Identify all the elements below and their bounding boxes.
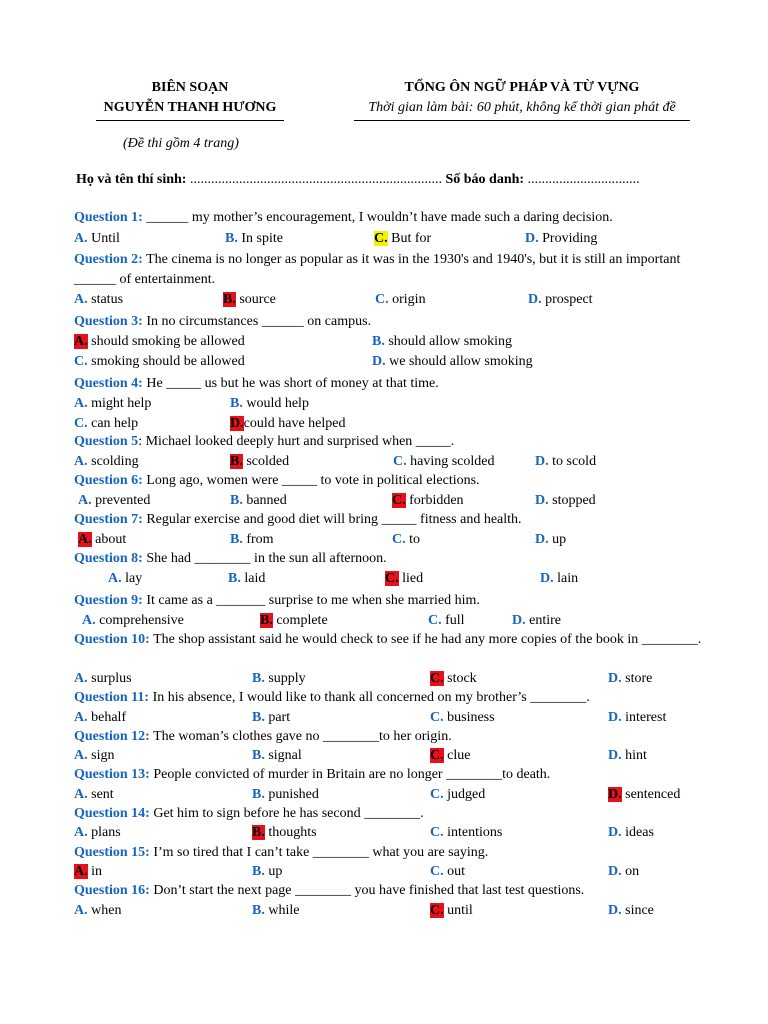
question-7 bbox=[74, 510, 704, 530]
option-d[interactable]: D. sentenced bbox=[608, 787, 681, 802]
question-label: Question 13: bbox=[74, 767, 150, 782]
question-text: : Michael looked deeply hurt and surprised when _____. bbox=[138, 434, 455, 449]
option-a[interactable]: A. sign bbox=[74, 748, 115, 763]
answer-highlight: C. bbox=[430, 748, 444, 763]
option-d[interactable]: D. on bbox=[608, 864, 640, 879]
option-a[interactable]: A. behalf bbox=[74, 710, 127, 725]
option-a[interactable]: A. lay bbox=[108, 571, 143, 586]
question-4 bbox=[74, 374, 704, 394]
question-9 bbox=[74, 591, 704, 611]
option-c[interactable]: C. having scolded bbox=[393, 454, 495, 469]
question-label: Question 10: bbox=[74, 632, 150, 647]
question-11 bbox=[74, 688, 704, 708]
option-c[interactable]: C. clue bbox=[430, 748, 471, 763]
option-b[interactable]: B. signal bbox=[252, 748, 302, 763]
exam-title: TỔNG ÔN NGỮ PHÁP VÀ TỪ VỰNG bbox=[404, 80, 640, 95]
question-text: I’m so tired that I can’t take ________ what you are saying. bbox=[149, 845, 489, 860]
author-title: BIÊN SOẠN bbox=[151, 80, 229, 95]
question-text: ______ my mother’s encouragement, I wouldn’t have made such a daring decision. bbox=[142, 210, 613, 225]
option-d[interactable]: D. up bbox=[535, 532, 567, 547]
question-label: Question 16: bbox=[74, 883, 150, 898]
option-b[interactable]: B. supply bbox=[252, 671, 306, 686]
author-name: NGUYỄN THANH HƯƠNG bbox=[103, 100, 277, 115]
question-label: Question 12: bbox=[74, 729, 150, 744]
option-b[interactable]: B. laid bbox=[228, 571, 266, 586]
question-13 bbox=[74, 765, 704, 785]
question-label: Question 6: bbox=[74, 473, 143, 488]
option-d[interactable]: D. hint bbox=[608, 748, 647, 763]
question-text: Don’t start the next page ________ you have finished that last test questions. bbox=[149, 883, 585, 898]
option-c[interactable]: C. But for bbox=[374, 231, 432, 246]
option-c[interactable]: C. stock bbox=[430, 671, 477, 686]
option-a[interactable]: A. sent bbox=[74, 787, 114, 802]
option-d[interactable]: D. stopped bbox=[535, 493, 596, 508]
question-16 bbox=[74, 881, 704, 901]
question-text: She had ________ in the sun all afternoon. bbox=[142, 551, 387, 566]
option-d[interactable]: D. lain bbox=[540, 571, 579, 586]
option-b[interactable]: B. would help bbox=[230, 396, 309, 411]
question-label: Question 11: bbox=[74, 690, 150, 705]
answer-highlight: B. bbox=[223, 292, 236, 307]
id-dots: ................................ bbox=[524, 172, 640, 187]
exam-title-block bbox=[346, 78, 698, 121]
option-a[interactable]: A. status bbox=[74, 292, 124, 307]
question-14 bbox=[74, 804, 704, 824]
option-a[interactable]: A. Until bbox=[74, 231, 120, 246]
question-8 bbox=[74, 549, 704, 569]
question-10 bbox=[74, 630, 704, 650]
answer-highlight: B. bbox=[230, 454, 243, 469]
option-c[interactable]: C. business bbox=[430, 710, 495, 725]
answer-highlight: D. bbox=[230, 416, 244, 431]
question-text: The shop assistant said he would check to see if he had any more copies of the book in ________. bbox=[149, 632, 702, 647]
option-b[interactable]: B. from bbox=[230, 532, 274, 547]
question-text: People convicted of murder in Britain are no longer ________to death. bbox=[149, 767, 551, 782]
option-a[interactable]: A. scolding bbox=[74, 454, 139, 469]
answer-highlight: C. bbox=[385, 571, 399, 586]
option-a[interactable]: A. about bbox=[78, 532, 127, 547]
name-label: Họ và tên thí sinh: bbox=[76, 172, 187, 187]
option-a[interactable]: A. comprehensive bbox=[82, 613, 184, 628]
question-text: Regular exercise and good diet will bring _____ fitness and health. bbox=[142, 512, 522, 527]
option-b[interactable]: B. complete bbox=[260, 613, 328, 628]
answer-highlight: A. bbox=[74, 334, 88, 349]
answer-highlight: D. bbox=[608, 787, 622, 802]
question-1 bbox=[74, 208, 704, 228]
answer-highlight: B. bbox=[252, 825, 265, 840]
exam-title-underline bbox=[354, 120, 690, 121]
exam-duration: Thời gian làm bài: 60 phút, không kể thời gian phát đề bbox=[368, 100, 676, 115]
answer-highlight: C. bbox=[374, 231, 388, 246]
id-label: Số báo danh: bbox=[445, 172, 525, 187]
option-b[interactable]: B. banned bbox=[230, 493, 287, 508]
author-underline bbox=[96, 120, 284, 121]
option-a[interactable]: A. when bbox=[74, 903, 122, 918]
question-label: Question 5 bbox=[74, 434, 139, 449]
question-text: Long ago, women were _____ to vote in political elections. bbox=[142, 473, 480, 488]
option-b[interactable]: B. In spite bbox=[225, 231, 283, 246]
option-c[interactable]: C. origin bbox=[375, 292, 426, 307]
question-text: Get him to sign before he has second ________. bbox=[149, 806, 424, 821]
question-label: Question 9: bbox=[74, 593, 143, 608]
option-c[interactable]: C. until bbox=[430, 903, 473, 918]
question-5 bbox=[74, 432, 704, 452]
option-b[interactable]: B. scolded bbox=[230, 454, 290, 469]
question-label: Question 7: bbox=[74, 512, 143, 527]
option-d[interactable]: D. to scold bbox=[535, 454, 597, 469]
answer-highlight: C. bbox=[392, 493, 406, 508]
question-text: In no circumstances ______ on campus. bbox=[142, 314, 372, 329]
option-c[interactable]: C. intentions bbox=[430, 825, 503, 840]
option-d[interactable]: D. Providing bbox=[525, 231, 598, 246]
option-d[interactable]: D. ideas bbox=[608, 825, 654, 840]
option-c[interactable]: C. to bbox=[392, 532, 421, 547]
question-label: Question 4: bbox=[74, 376, 143, 391]
question-text: The woman’s clothes gave no ________to her origin. bbox=[149, 729, 452, 744]
question-label: Question 14: bbox=[74, 806, 150, 821]
question-label: Question 3: bbox=[74, 314, 143, 329]
question-15 bbox=[74, 843, 704, 863]
question-label: Question 1: bbox=[74, 210, 143, 225]
option-c[interactable]: C. lied bbox=[385, 571, 424, 586]
option-c[interactable]: C. out bbox=[430, 864, 466, 879]
question-text: The cinema is no longer as popular as it was in the 1930's and 1940's, but it is still an important ______ of entertainment. bbox=[74, 252, 681, 287]
option-d[interactable]: D. entire bbox=[512, 613, 561, 628]
answer-highlight: A. bbox=[78, 532, 92, 547]
name-dots: ........................................................................ bbox=[186, 172, 446, 187]
question-2 bbox=[74, 250, 704, 290]
option-a[interactable]: A. might help bbox=[74, 396, 152, 411]
option-a[interactable]: A. should smoking be allowed bbox=[74, 334, 245, 349]
question-text: It came as a _______ surprise to me when she married him. bbox=[142, 593, 480, 608]
option-d[interactable]: D. interest bbox=[608, 710, 667, 725]
option-c[interactable]: C. forbidden bbox=[392, 493, 464, 508]
answer-highlight: C. bbox=[430, 903, 444, 918]
option-d[interactable]: D. store bbox=[608, 671, 653, 686]
option-d[interactable]: D.could have helped bbox=[230, 416, 346, 431]
option-b[interactable]: B. should allow smoking bbox=[372, 334, 513, 349]
question-text: He _____ us but he was short of money at that time. bbox=[142, 376, 439, 391]
question-text: In his absence, I would like to thank all concerned on my brother’s ________. bbox=[149, 690, 590, 705]
answer-highlight: B. bbox=[260, 613, 273, 628]
option-b[interactable]: B. while bbox=[252, 903, 300, 918]
option-c[interactable]: C. smoking should be allowed bbox=[74, 354, 245, 369]
option-c[interactable]: C. can help bbox=[74, 416, 139, 431]
answer-highlight: C. bbox=[430, 671, 444, 686]
question-label: Question 2: bbox=[74, 252, 143, 267]
question-label: Question 15: bbox=[74, 845, 150, 860]
option-c[interactable]: C. judged bbox=[430, 787, 486, 802]
option-a[interactable]: A. in bbox=[74, 864, 103, 879]
option-b[interactable]: B. thoughts bbox=[252, 825, 317, 840]
option-a[interactable]: A. surplus bbox=[74, 671, 132, 686]
author-block bbox=[70, 78, 310, 121]
option-b[interactable]: B. source bbox=[223, 292, 276, 307]
option-b[interactable]: B. punished bbox=[252, 787, 319, 802]
question-label: Question 8: bbox=[74, 551, 143, 566]
option-d[interactable]: D. since bbox=[608, 903, 654, 918]
question-3 bbox=[74, 312, 704, 332]
option-b[interactable]: B. part bbox=[252, 710, 291, 725]
option-a[interactable]: A. plans bbox=[74, 825, 121, 840]
option-b[interactable]: B. up bbox=[252, 864, 283, 879]
question-6 bbox=[74, 471, 704, 491]
option-d[interactable]: D. we should allow smoking bbox=[372, 354, 533, 369]
option-c[interactable]: C. full bbox=[428, 613, 465, 628]
page-count-note: (Đề thi gồm 4 trang) bbox=[123, 136, 239, 151]
option-a[interactable]: A. prevented bbox=[78, 493, 151, 508]
answer-highlight: A. bbox=[74, 864, 88, 879]
candidate-info-line bbox=[76, 172, 640, 188]
question-12 bbox=[74, 727, 704, 747]
option-d[interactable]: D. prospect bbox=[528, 292, 593, 307]
